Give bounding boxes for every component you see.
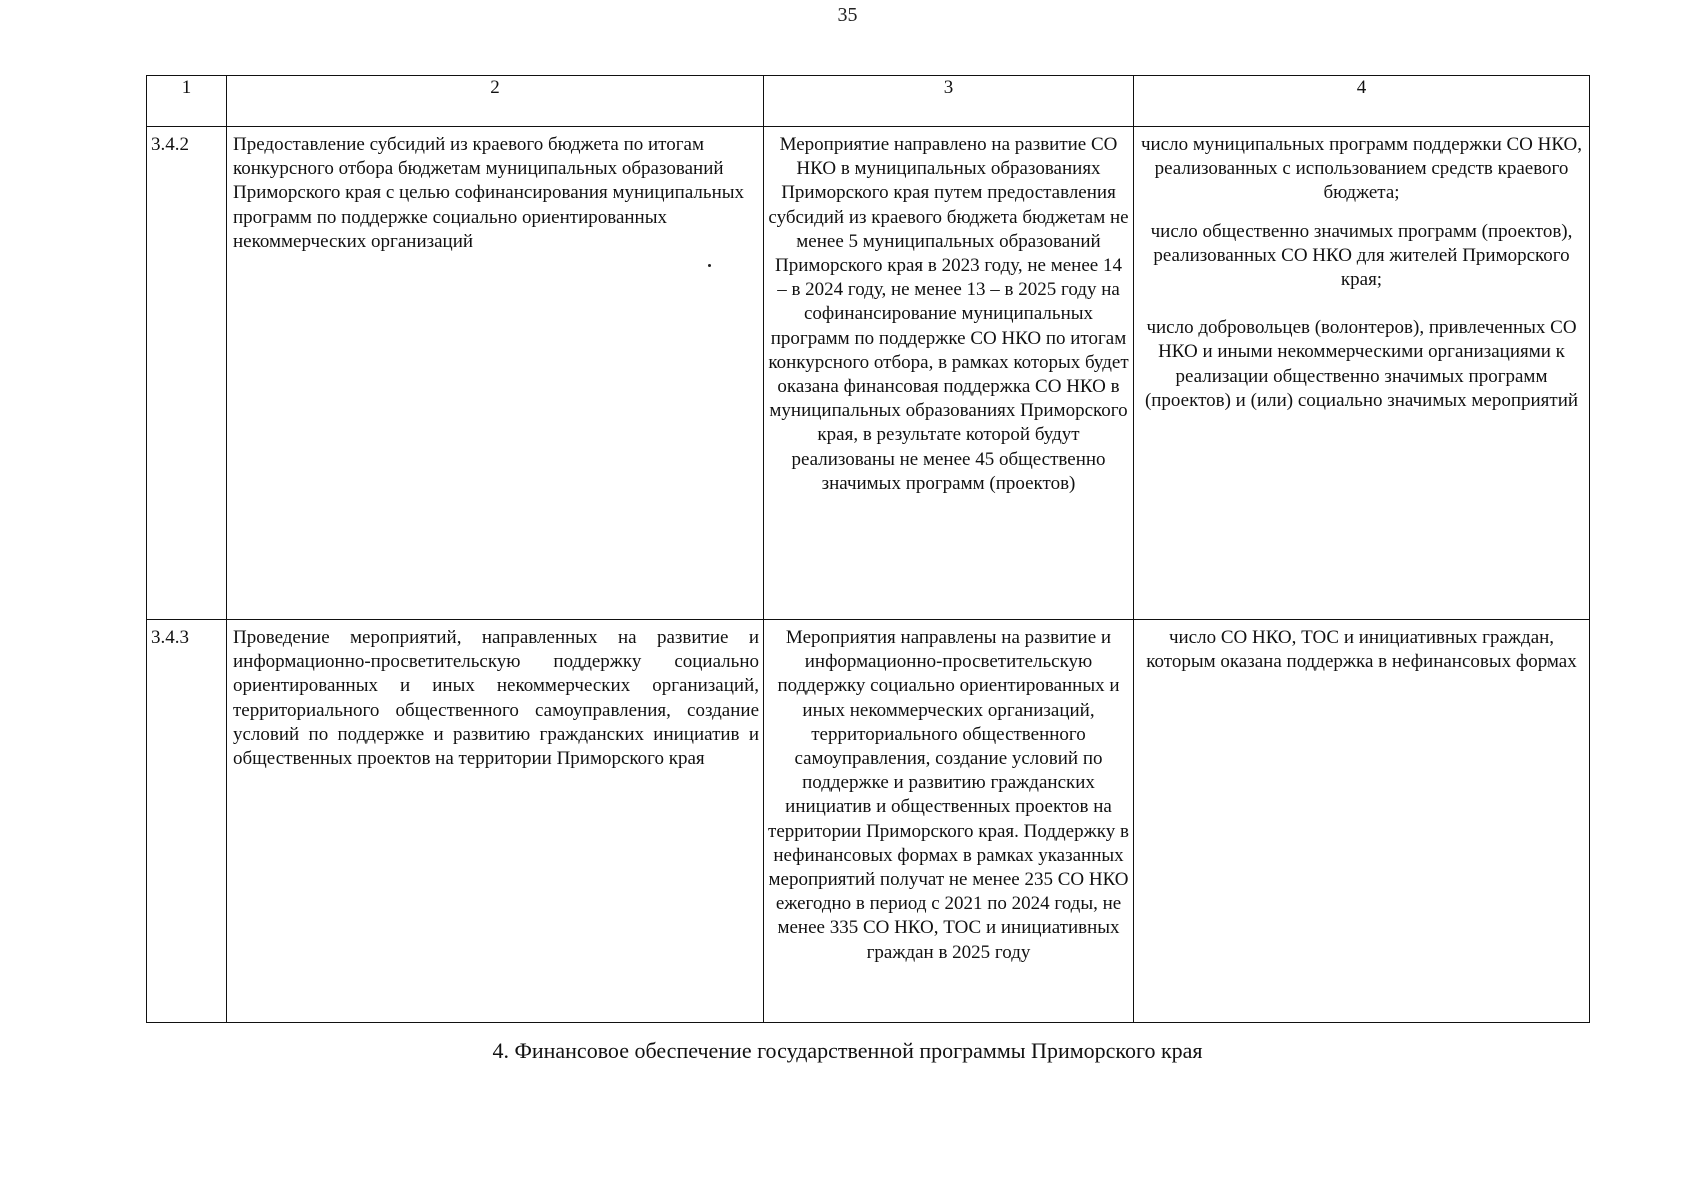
measure-indicators [1134,127,1590,620]
table-row [147,127,1590,620]
measure-description: Мероприятие направлено на развитие СО НКО в муниципальных образованиях Приморского края путем предоставления субсидий из краевого бюджета бюджетам не менее 5 муниципальных образований Приморского края в 2023 году, не менее 14 – в 2024 году, не менее 13 – в 2025 году на софинансирование муниципальных программ по поддержке СО НКО по итогам конкурсного отбора, в рамках которых будет оказана финансовая поддержка СО НКО в муниципальных образованиях Приморского края, в результате которой будут реализованы не менее 45 общественно значимых программ (проектов) [764,127,1134,620]
indicator-text: число общественно значимых программ (проектов), реализованных СО НКО для жителей Приморского края; [1150,220,1573,291]
measure-number: 3.4.2 [147,127,227,620]
indicator-text: число СО НКО, ТОС и инициативных граждан, которым оказана поддержка в нефинансовых формах [1146,627,1577,673]
measures-table [146,75,1590,1023]
page-number: 35 [837,4,858,26]
measure-number: 3.4.3 [147,620,227,1023]
measure-name: Проведение мероприятий, направленных на развитие и информационно-просветительскую поддержку социально ориентированных и иных некоммерческих организаций, территориального общественного самоуправления, создание условий по поддержке и развитию гражданских инициатив и общественных проектов на территории Приморского края [227,620,764,1023]
header-cell-4: 4 [1134,76,1590,127]
scan-speck [708,264,711,267]
header-cell-1: 1 [147,76,227,127]
table-header-row [147,76,1590,127]
indicator-text: число муниципальных программ поддержки СО НКО, реализованных с использованием средств краевого бюджета; [1140,134,1583,204]
indicator-text: число добровольцев (волонтеров), привлеченных СО НКО и иными некоммерческими организациями к реализации общественно значимых программ (проектов) и (или) социально значимых мероприятий [1144,317,1579,411]
measure-description: Мероприятия направлены на развитие и информационно-просветительскую поддержку социально ориентированных и иных некоммерческих организаций, территориального общественного самоуправления, создание условий по поддержке и развитию гражданских инициатив и общественных проектов на территории Приморского края. Поддержку в нефинансовых формах в рамках указанных мероприятий получат не менее 235 СО НКО ежегодно в период с 2021 по 2024 годы, не менее 335 СО НКО, ТОС и инициативных граждан в 2025 году [764,620,1134,1023]
section-heading: 4. Финансовое обеспечение государственной программы Приморского края [492,1038,1203,1063]
header-cell-2: 2 [227,76,764,127]
measure-name: Предоставление субсидий из краевого бюджета по итогам конкурсного отбора бюджетам муниципальных образований Приморского края с целью софинансирования муниципальных программ по поддержке социально ориентированных некоммерческих организаций [227,127,764,620]
measure-indicators [1134,620,1590,1023]
table-row [147,620,1590,1023]
header-cell-3: 3 [764,76,1134,127]
